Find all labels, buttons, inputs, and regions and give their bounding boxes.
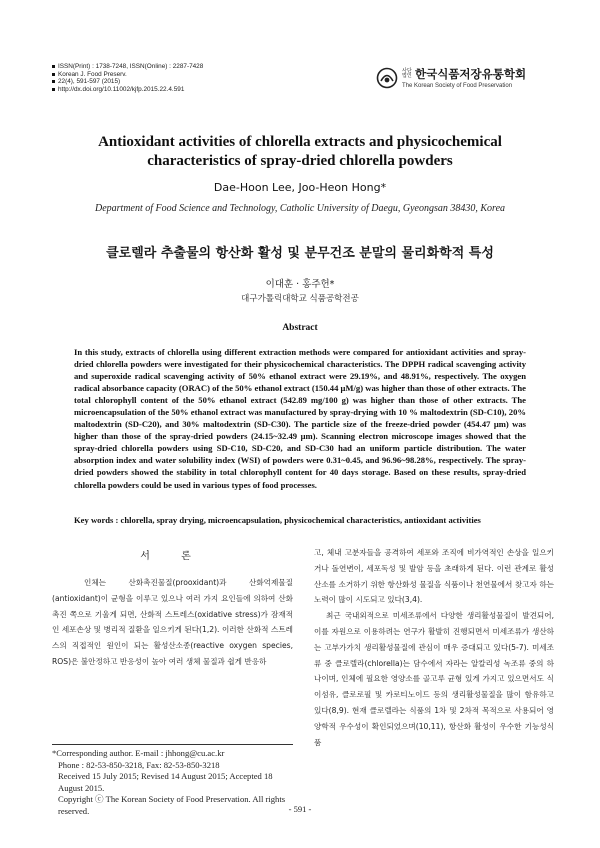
society-name-en: The Korean Society of Food Preservation [402, 83, 513, 89]
korean-authors: 이대훈 · 홍주헌* [265, 279, 335, 290]
logo-small-text: 사단 법인 [402, 67, 412, 79]
abstract-text: In this study, extracts of chlorella using different extraction methods were compared for antioxidant activities and spray-dried chlorella powders were investigated for their physicochemical characteristics. The DPPH radical scavenging activity and superoxide radical scavenging activity of 50% ethanol extract were 29.19%, and 48.91%, respectively. The oxygen radical absorbance capacity (ORAC) of the 50% ethanol extract (150.44 μM/g) was higher than those of other extracts. The total chlorophyll content of the 50% ethanol extract (542.89 mg/100 g) was higher than those of other extracts. The microencapsulation of the 50% ethanol extract was manufactured by spray-drying with 10 % maltodextrin (SD-C10), 20% maltodextrin (SD-C20), and 30% maltodextrin (SD-C30). The particle size of the freeze-dried powder (454.47 μm) was higher than those of the spray-dried powders (24.15~32.49 μm). Scanning electron microscope images showed that the spray-dried chlorella powders using SD-C10, SD-C20, and SD-C30 had an uniform particle distribution. The water absorption index and water solubility index (WSI) of powders were 0.31~0.45, and 96.96~98.28%, respectively. The spray-dried powders showed the stability in total chlorophyll content for 40 days storage. Based on these results, spray-dried chlorella powders could be used in various types of food processes. [74, 347, 526, 490]
journal-issn: ISSN(Print) : 1738-7248, ISSN(Online) : 2287-7428 [52, 63, 203, 71]
section-heading-introduction: 서 론 [140, 551, 205, 562]
korean-title: 클로렐라 추출물의 항산화 활성 및 분무건조 분말의 물리화학적 특성 [106, 246, 494, 261]
korean-affiliation: 대구가톨릭대학교 식품공학전공 [241, 294, 359, 304]
corresponding-author: *Corresponding author. E-mail : jhhong@cu.ac.kr [52, 748, 225, 758]
footnote-divider [52, 744, 293, 745]
affiliation: Department of Food Science and Technology, Catholic University of Daegu, Gyeongsan 38430, Korea [94, 203, 506, 214]
abstract-heading: Abstract [282, 323, 318, 333]
journal-volume: 22(4), 591-597 (2015) [52, 78, 203, 86]
square-bullet-icon [52, 73, 55, 76]
intro-left-column [52, 575, 293, 670]
square-bullet-icon [52, 80, 55, 83]
page-number: - 591 - [288, 804, 312, 814]
copyright: Copyright ⓒ The Korean Society of Food Preservation. All rights reserved. [58, 794, 286, 816]
journal-info [52, 63, 203, 93]
square-bullet-icon [52, 88, 55, 91]
intro-paragraph: 고, 체내 고분자들을 공격하여 세포와 조직에 비가역적인 손상을 일으키거나 돌연변이, 세포독성 및 발암 등을 초래하게 된다. 이런 관계로 활성산소를 소거하기 위한 항산화성 물질을 식품이나 천연물에서 찾고자 하는 노력이 많이 시도되고 있다(3,4). [314, 548, 554, 605]
paper-title: Antioxidant activities of chlorella extracts and physicochemical characteristics of spray-dried chlorella powders [98, 134, 502, 169]
society-logo-icon [376, 67, 398, 89]
society-logo [376, 66, 526, 89]
journal-doi[interactable]: http://dx.doi.org/10.11002/kjfp.2015.22.4.591 [52, 86, 203, 94]
received-dates: Received 15 July 2015; Revised 14 August 2015; Accepted 18 August 2015. [58, 771, 273, 793]
phone-fax: Phone : 82-53-850-3218, Fax: 82-53-850-3218 [58, 759, 220, 770]
journal-name: Korean J. Food Preserv. [52, 71, 203, 79]
keywords: Key words : chlorella, spray drying, microencapsulation, physicochemical characteristics, antioxidant activities [74, 515, 481, 525]
intro-paragraph: 인체는 산화촉진물질(prooxidant)과 산화억제물질(antioxidant)이 균형을 이루고 있으나 여러 가지 요인들에 의하여 산화촉진 쪽으로 기울게 되면, 산화적 스트레스(oxidative stress)가 잠재적인 세포손상 및 병리적 질환을 일으키게 된다(1,2). 이러한 산화적 스트레스의 직접적인 원인이 되는 활성산소종(reactive oxygen species, ROS)은 불안정하고 반응성이 높아 여러 생체 물질과 쉽게 반응하 [52, 578, 293, 666]
authors: Dae-Hoon Lee, Joo-Heon Hong* [213, 181, 387, 194]
society-name-kr: 한국식품저장유통학회 [415, 67, 527, 81]
intro-right-column [314, 545, 554, 750]
square-bullet-icon [52, 65, 55, 68]
intro-paragraph: 최근 국내외적으로 미세조류에서 다양한 생리활성물질이 발견되어, 이를 자원으로 이용하려는 연구가 활발히 진행되면서 미세조류가 생산하는 고부가가치 생리활성물질에 관심이 매우 증대되고 있다(5-7). 미세조류 중 클로렐라(chlorella)는 담수에서 자라는 알칼리성 녹조류 중의 하나이며, 인체에 필요한 영양소를 골고루 균형 있게 가지고 있으면서도 식이섬유, 클로로필 및 카로티노이드 등의 생리활성물질을 많이 함유하고 있다(8,9). 현재 클로렐라는 식품의 1차 및 2차적 목적으로 사용되어 영양학적 우수성이 확인되었으며(10,11), 항산화 활성이 우수한 기능성식품 [314, 611, 554, 747]
